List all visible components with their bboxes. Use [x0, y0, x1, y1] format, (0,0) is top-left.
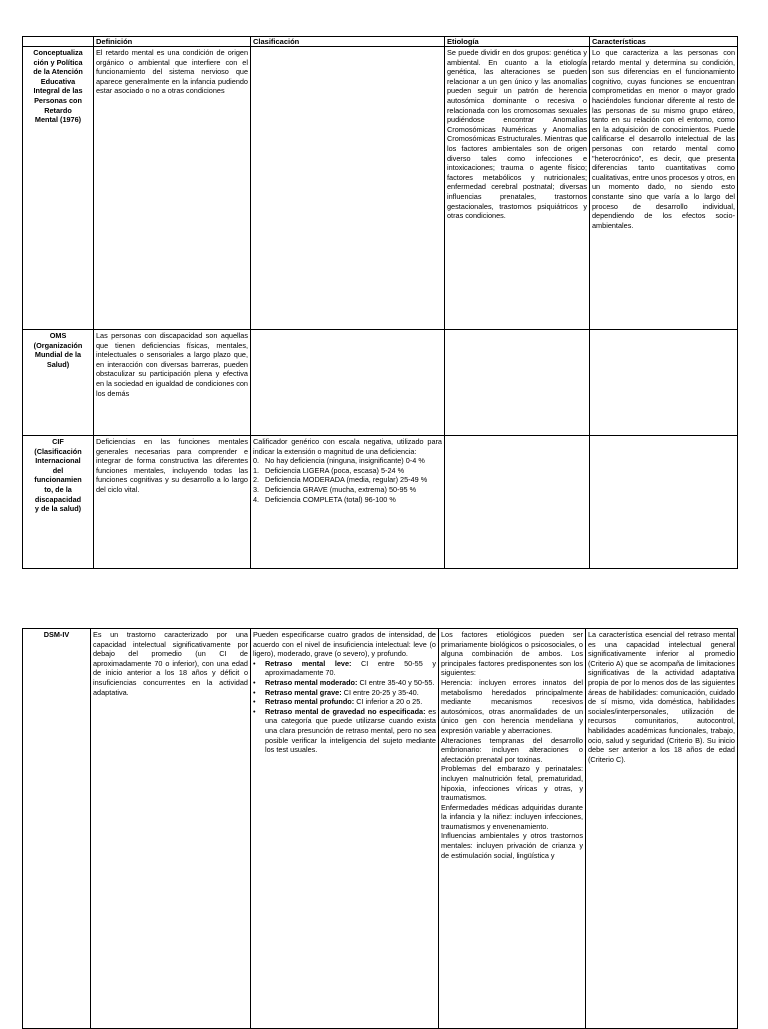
row-heading-line: discapacidad — [34, 494, 82, 504]
etiologia-paragraph: Los factores etiológicos pueden ser primariamente biológicos o psicosociales, o alguna combinación de ambos. Los principales factores predisponentes son los siguientes: — [441, 630, 583, 678]
header-cell-empty — [23, 37, 94, 47]
row-heading-line: Mundial de la — [34, 350, 82, 360]
comparison-table-2 — [22, 628, 738, 1029]
row-heading-line: ción y Política — [33, 57, 83, 67]
list-item — [253, 485, 442, 495]
list-item-term: Retraso mental leve: — [265, 658, 352, 668]
table-row — [23, 436, 738, 569]
row-heading — [23, 330, 94, 436]
bullet-icon: • — [253, 658, 256, 668]
table-row — [23, 629, 738, 1029]
row-heading-line: Salud) — [46, 359, 70, 369]
list-item-number: 4. — [253, 494, 260, 504]
caracteristicas-cell: La característica esencial del retraso mental es una capacidad intelectual general significativamente inferior al promedio (Criterio A) que se acompaña de limitaciones significativas de la actividad adaptativa propia de por lo menos dos de las siguientes áreas de habilidades: comunicación, cuidado de sí mismo, vida doméstica, habilidades sociales/interpersonales, utilización de recursos comunitarios, autocontrol, habilidades académicas funcionales, trabajo, ocio, salud y seguridad (Criterio B). Su inicio debe ser anterior a los 18 años de edad (Criterio C). — [586, 629, 738, 1029]
caracteristicas-cell — [590, 436, 738, 569]
row-heading-line: del — [52, 465, 64, 475]
etiologia-paragraph: Influencias ambientales y otros trastornos mentales: incluyen privación de crianza y de estimulación social, lingüística y — [441, 831, 583, 860]
row-heading-line: CIF — [52, 437, 64, 446]
row-heading: DSM-IV — [23, 629, 91, 1029]
list-item-text: Deficiencia MODERADA (media, regular) 25-49 % — [265, 475, 428, 485]
list-item — [253, 688, 436, 698]
list-item — [253, 707, 436, 755]
comparison-table-1 — [22, 36, 738, 569]
row-heading-line: y de la salud) — [34, 504, 82, 514]
bullet-icon: • — [253, 706, 256, 716]
list-item-number: 2. — [253, 475, 260, 485]
clasificacion-intro: Calificador genérico con escala negativa, utilizado para indicar la extensión o magnitud de una deficiencia: — [253, 437, 442, 456]
row-heading — [23, 436, 94, 569]
list-item — [253, 697, 436, 707]
clasificacion-cell — [251, 47, 445, 330]
row-heading-line: OMS — [49, 331, 67, 340]
header-cell-definicion: Definición — [94, 37, 251, 47]
list-item-text: CI entre 35-40 y 50-55. — [357, 677, 435, 687]
list-item-text: es una categoría que puede utilizarse cuando exista una clara presunción de retraso mental, pero no sea posible verificar la inteligencia del sujeto mediante los test usuales. — [265, 706, 437, 755]
clasificacion-cell — [251, 629, 439, 1029]
row-heading-line: de la Atención — [33, 67, 83, 77]
header-cell-caracteristicas: Características — [590, 37, 738, 47]
bullet-icon: • — [253, 677, 256, 687]
table-header-row — [23, 37, 738, 47]
etiologia-cell — [445, 436, 590, 569]
etiologia-paragraph: Alteraciones tempranas del desarrollo embrionario: incluyen alteraciones o afectación prenatal por toxinas. — [441, 735, 583, 764]
etiologia-paragraph: Problemas del embarazo y perinatales: incluyen malnutrición fetal, prematuridad, hipoxia, infecciones víricas y otras, y traumatismos. — [441, 764, 583, 803]
definicion-cell: Deficiencias en las funciones mentales generales necesarias para comprender e integrar de forma constructiva las diferentes funciones mentales, incluyendo todas las funciones cognitivas y su desarrollo a lo largo del ciclo vital. — [94, 436, 251, 569]
list-item-term: Retraso mental de gravedad no especificada: — [265, 706, 426, 716]
list-item-text: No hay deficiencia (ninguna, insignificante) 0-4 % — [265, 456, 425, 466]
etiologia-paragraph: Enfermedades médicas adquiridas durante la infancia y la niñez: incluyen infecciones, traumatismos y envenenamiento. — [441, 802, 583, 831]
table-row — [23, 47, 738, 330]
grades-list — [253, 659, 436, 755]
list-item-text: CI inferior a 20 o 25. — [354, 697, 423, 707]
row-heading-line: to, de la — [44, 484, 72, 494]
row-heading-line: Educativa — [40, 76, 76, 86]
severity-list — [253, 456, 442, 504]
etiologia-paragraph: Herencia: incluyen errores innatos del metabolismo heredados principalmente mediante mecanismos recesivos autosómicos, otras anormalidades de un único gen con herencia mendeliana y expresión variable y aberraciones. — [441, 677, 583, 735]
row-heading — [23, 47, 94, 330]
list-item-text: Deficiencia GRAVE (mucha, extrema) 50-95 % — [265, 484, 417, 494]
clasificacion-cell — [251, 330, 445, 436]
list-item — [253, 456, 442, 466]
caracteristicas-cell: Lo que caracteriza a las personas con retardo mental y determina su condición, son sus diferencias en el funcionamiento cognitivo, cuyas funciones se encuentran comprometidas en menor o mayor grado haciéndoles funcionar diferente al resto de las personas de su mismo grupo etáreo, tanto en su relación con el entorno, como en la adquisición de conocimientos. Puede calificarse el desarrollo intelectual de las personas con retardo mental como "heterocrónico", es decir, que presenta diferencias tanto cuantitativas como cualitativas, entre unos procesos y otros, en un momento dado, no siendo esto constante sino que varía a lo largo del proceso de desarrollo individual, dependiendo de los efectos socio-ambientales. — [590, 47, 738, 330]
clasificacion-cell — [251, 436, 445, 569]
list-item-term: Retraso mental profundo: — [265, 697, 355, 707]
header-cell-etiologia: Etiología — [445, 37, 590, 47]
list-item-text: CI entre 50-55 y aproximadamente 70. — [265, 658, 436, 678]
list-item — [253, 466, 442, 476]
row-heading-line: Conceptualiza — [33, 48, 83, 57]
row-heading-line: (Clasificación — [34, 446, 82, 456]
list-item-text: Deficiencia COMPLETA (total) 96-100 % — [265, 494, 396, 504]
bullet-icon: • — [253, 687, 256, 697]
caracteristicas-cell — [590, 330, 738, 436]
row-heading-line: Retardo — [44, 105, 72, 115]
row-heading-line: Personas con — [34, 95, 82, 105]
list-item — [253, 495, 442, 505]
list-item-number: 0. — [253, 456, 260, 466]
row-heading-line: (Organización — [33, 340, 83, 350]
row-heading-line: Mental (1976) — [34, 115, 82, 125]
etiologia-cell: Se puede dividir en dos grupos: genética y ambiental. En cuanto a la etiología genética, las alteraciones se pueden relacionar a un gen único y las anomalías pueden seguir un patrón de herencia autosómica dominante o recesiva o relacionada con los cromosomas sexuales pudiéndose encontrar Anomalías Cromosómicas Numéricas y Anomalías Cromosómicas Estructurales. Mientras que los factores ambientales son de origen diverso tales como infecciones e intoxicaciones; trauma o agente físico; factores metabólicos y nutricionales; enfermedad cerebral postnatal; diversas influencias prenatales, trastornos gestacionales, trastornos psiquiátricos y otras condiciones. — [445, 47, 590, 330]
list-item — [253, 659, 436, 678]
list-item-number: 3. — [253, 484, 260, 494]
etiologia-cell — [445, 330, 590, 436]
definicion-cell: Es un trastorno caracterizado por una capacidad intelectual significativamente por debajo del promedio (un CI de aproximadamente 70 o inferior), con una edad de inicio anterior a los 18 años y déficit o insuficiencias concurrentes en la actividad adaptativa. — [91, 629, 251, 1029]
list-item-term: Retraso mental grave: — [265, 687, 342, 697]
list-item-text: Deficiencia LIGERA (poca, escasa) 5-24 % — [265, 465, 405, 475]
table-row — [23, 330, 738, 436]
definicion-cell: Las personas con discapacidad son aquellas que tienen deficiencias físicas, mentales, intelectuales o sensoriales a largo plazo que, en interacción con diversas barreras, pueden obstaculizar su participación plena y efectiva en la sociedad en igualdad de condiciones con los demás — [94, 330, 251, 436]
list-item-term: Retraso mental moderado: — [265, 677, 358, 687]
row-heading-line: Integral de las — [33, 86, 83, 96]
bullet-icon: • — [253, 697, 256, 707]
definicion-cell: El retardo mental es una condición de origen orgánico o ambiental que interfiere con el funcionamiento del sistema nervioso que aparece generalmente en la infancia pudiendo estar asociado o no a otras condiciones — [94, 47, 251, 330]
list-item-number: 1. — [253, 465, 260, 475]
list-item — [253, 475, 442, 485]
clasificacion-intro: Pueden especificarse cuatro grados de intensidad, de acuerdo con el nivel de insuficiencia intelectual: leve (o ligero), moderado, grave (o severo), y profundo. — [253, 630, 436, 659]
header-cell-clasificacion: Clasificación — [251, 37, 445, 47]
list-item — [253, 678, 436, 688]
list-item-text: CI entre 20-25 y 35-40. — [341, 687, 419, 697]
row-heading-line: Internacional — [35, 456, 81, 466]
etiologia-cell — [439, 629, 586, 1029]
row-heading-line: funcionamien — [34, 475, 82, 485]
